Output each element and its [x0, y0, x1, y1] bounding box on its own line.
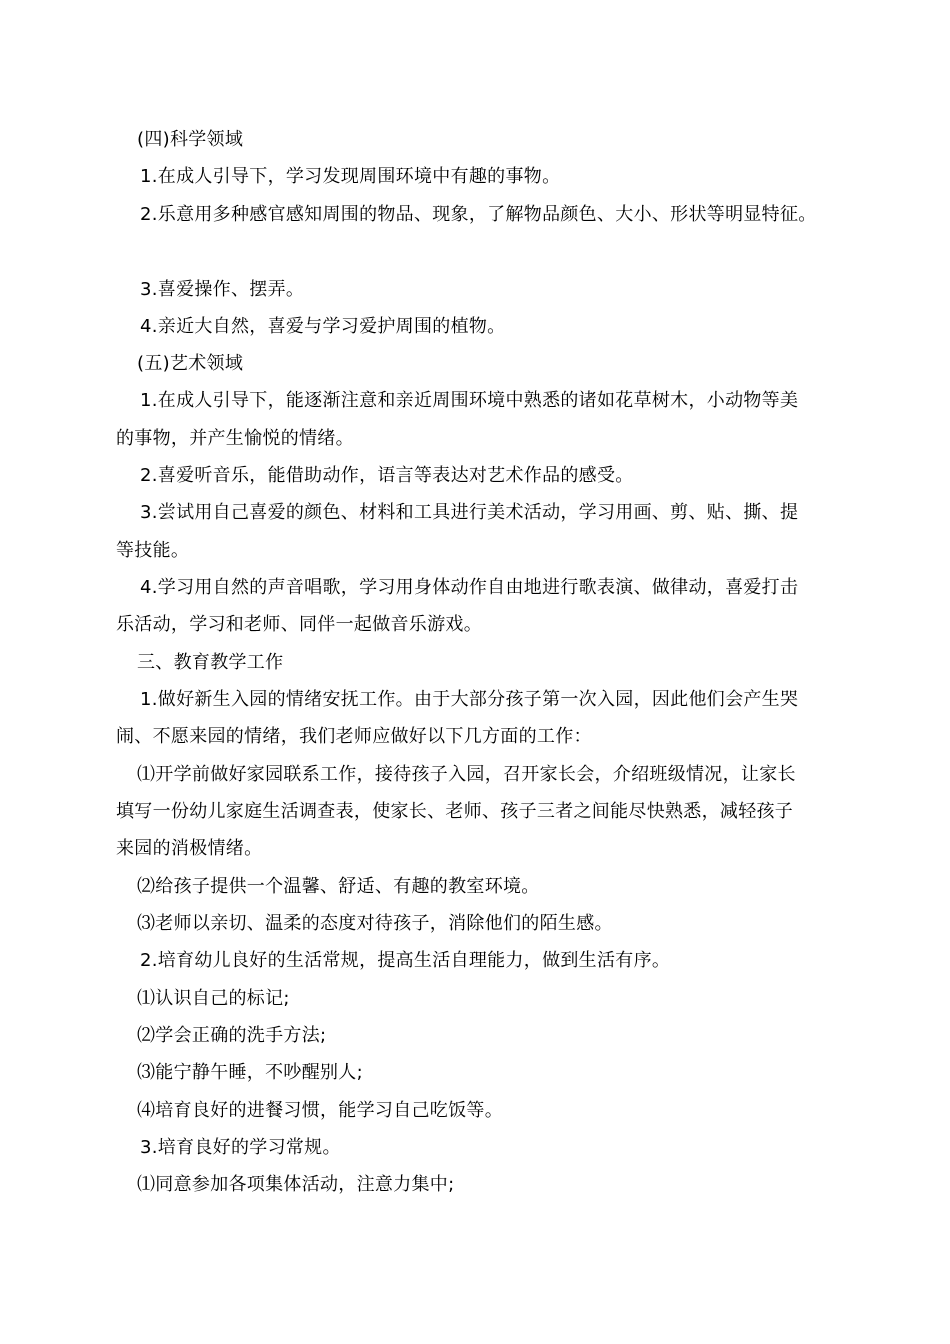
paragraph-line: 来园的消极情绪。 — [116, 838, 263, 859]
paragraph-line: 闹、不愿来园的情绪，我们老师应做好以下几方面的工作： — [116, 726, 592, 747]
paragraph-line: 1.在成人引导下，学习发现周围环境中有趣的事物。 — [140, 166, 561, 187]
paragraph-line: 的事物，并产生愉悦的情绪。 — [116, 428, 354, 449]
paragraph-line: 3.培育良好的学习常规。 — [140, 1137, 341, 1158]
heading-art: (五)艺术领域 — [137, 353, 244, 374]
paragraph-line: 1.做好新生入园的情绪安抚工作。由于大部分孩子第一次入园，因此他们会产生哭 — [140, 689, 799, 710]
paragraph-line: 1.在成人引导下，能逐渐注意和亲近周围环境中熟悉的诸如花草树木，小动物等美 — [140, 390, 799, 411]
list-item: ⑵学会正确的洗手方法; — [137, 1025, 327, 1046]
list-item: ⑶能宁静午睡，不吵醒别人; — [137, 1062, 363, 1083]
paragraph-line: ⑴开学前做好家园联系工作，接待孩子入园，召开家长会，介绍班级情况，让家长 — [137, 764, 796, 785]
list-item: ⑷培育良好的进餐习惯，能学习自己吃饭等。 — [137, 1100, 503, 1121]
paragraph-line: 填写一份幼儿家庭生活调查表，使家长、老师、孩子三者之间能尽快熟悉，减轻孩子 — [116, 801, 794, 822]
heading-science: (四)科学领域 — [137, 129, 244, 150]
heading-teaching-work: 三、教育教学工作 — [137, 652, 284, 673]
paragraph-line: 4.亲近大自然，喜爱与学习爱护周围的植物。 — [140, 316, 506, 337]
paragraph-line: ⑶老师以亲切、温柔的态度对待孩子，消除他们的陌生感。 — [137, 913, 613, 934]
paragraph-line: 2.培育幼儿良好的生活常规，提高生活自理能力，做到生活有序。 — [140, 950, 671, 971]
paragraph-line: 4.学习用自然的声音唱歌，学习用身体动作自由地进行歌表演、做律动，喜爱打击 — [140, 577, 799, 598]
list-item: ⑴同意参加各项集体活动，注意力集中; — [137, 1174, 455, 1195]
list-item: ⑴认识自己的标记; — [137, 988, 290, 1009]
paragraph-line: 3.喜爱操作、摆弄。 — [140, 279, 305, 300]
paragraph-line: 2.乐意用多种感官感知周围的物品、现象，了解物品颜色、大小、形状等明显特征。 — [140, 204, 817, 225]
paragraph-line: ⑵给孩子提供一个温馨、舒适、有趣的教室环境。 — [137, 876, 540, 897]
paragraph-line: 3.尝试用自己喜爱的颜色、材料和工具进行美术活动，学习用画、剪、贴、撕、提 — [140, 502, 799, 523]
paragraph-line: 等技能。 — [116, 540, 190, 561]
paragraph-line: 2.喜爱听音乐，能借助动作，语言等表达对艺术作品的感受。 — [140, 465, 634, 486]
paragraph-line: 乐活动，学习和老师、同伴一起做音乐游戏。 — [116, 614, 482, 635]
